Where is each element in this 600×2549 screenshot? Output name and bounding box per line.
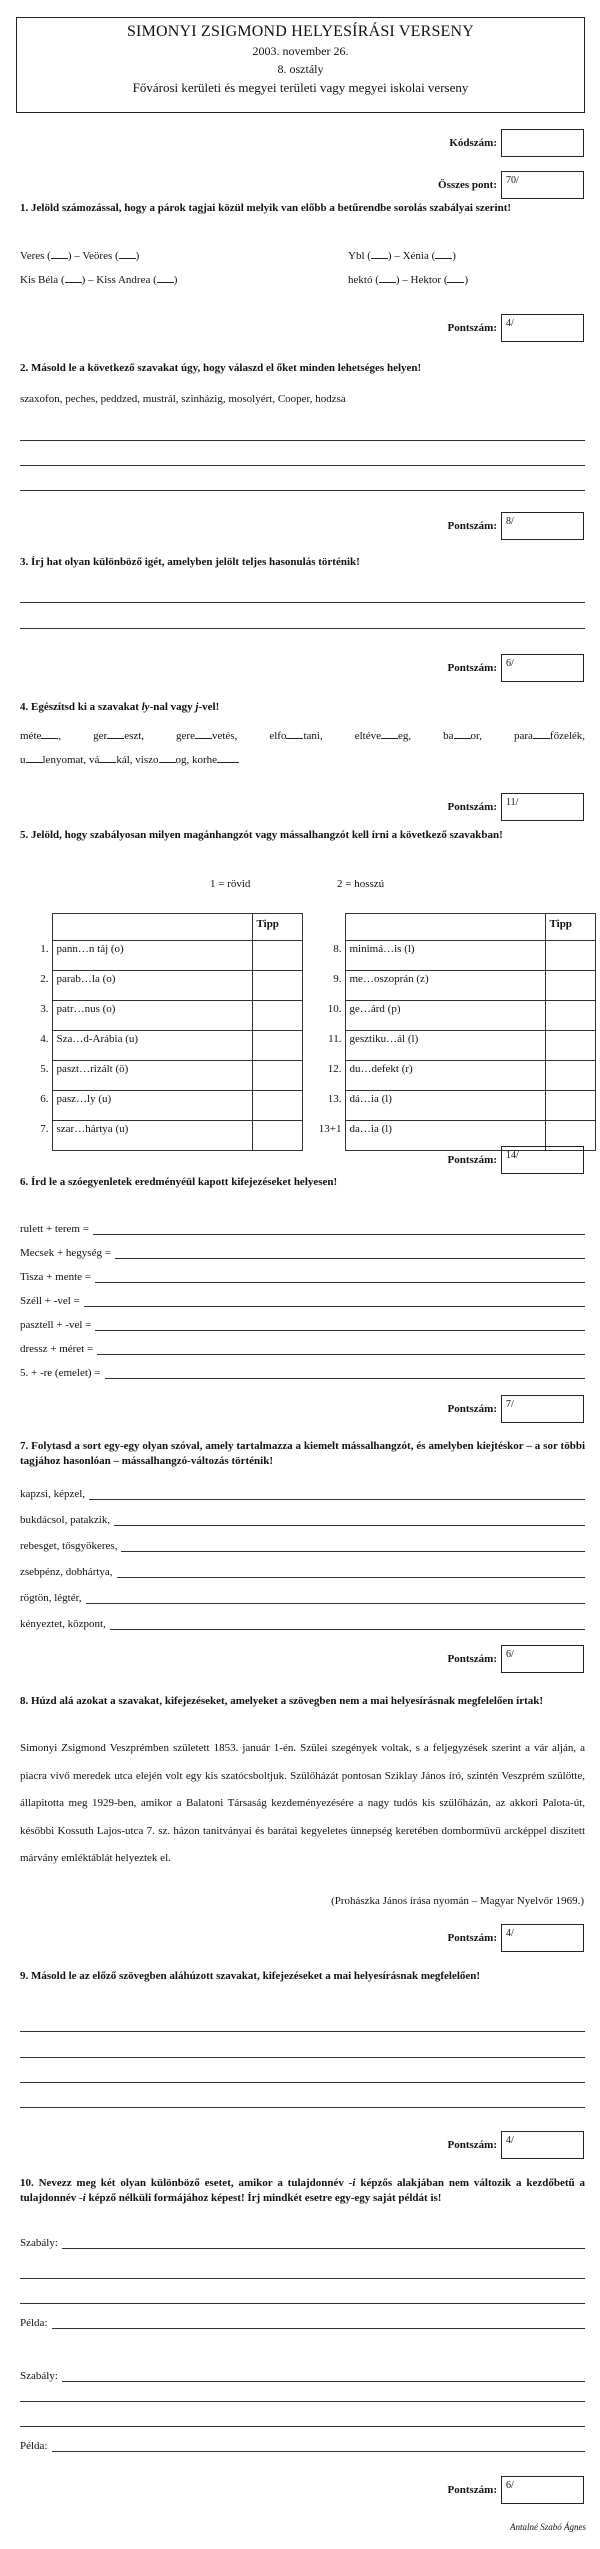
q10-title: [20, 2176, 585, 2206]
answer-blank[interactable]: [159, 753, 176, 763]
q10-score-input[interactable]: 6/: [501, 2476, 584, 2504]
q10-example-row-2: [20, 2440, 585, 2452]
q10-score-row: [448, 2476, 585, 2504]
pair-text: ) – Kiss Andrea (: [81, 274, 157, 286]
answer-line[interactable]: [86, 1594, 585, 1604]
score-label: Pontszám:: [447, 1653, 497, 1665]
score-label: Pontszám:: [447, 801, 497, 813]
contest-title: SIMONYI ZSIGMOND HELYESÍRÁSI VERSENY: [126, 23, 475, 40]
answer-line[interactable]: [84, 1297, 585, 1307]
q8-score-input[interactable]: 4/: [501, 1924, 584, 1952]
q9-score-row: [448, 2131, 585, 2159]
answer-line[interactable]: [62, 2239, 585, 2249]
answer-line[interactable]: [121, 1542, 585, 1552]
tipp-cell[interactable]: [252, 941, 302, 971]
q4-title: [20, 700, 585, 715]
answer-line[interactable]: [105, 1369, 585, 1379]
q8-passage[interactable]: Simonyi Zsigmond Veszprémben született 1853. január 1-én. Szülei szegények voltak, s a feljegyzések szerint a vár alján, a piacra vivő meredek utca elején volt egy kis szatócsboltjuk. Szülőházát pontosan Sziklay János író, szintén Veszprém szülötte, állapitotta meg 1929-ben, amikor a Balatoni Társaság kezdeményezésére a nagy tudós kis szülőházán, az akkori Palota-út, későbbi Kossuth Lajos-utca 7. sz. házon tanitványai és barátai kegyeletes ünnepség keretében dombormüvü arcképpel diszitett márvány emléktáblát helyeztek el.: [20, 1742, 585, 1864]
table-row: 4. Sza…d-Arábia (u): [28, 1031, 302, 1061]
tipp-header: Tipp: [545, 914, 595, 941]
table-row: 7. szar…hártya (u): [28, 1121, 302, 1151]
word-series: rebesget, tősgyökeres,: [20, 1540, 118, 1552]
q1-pair-3: [20, 273, 177, 286]
tipp-header: Tipp: [252, 914, 302, 941]
answer-blank[interactable]: [157, 273, 174, 283]
q4-title-text: 4. Egészítsd ki a szavakat: [20, 701, 142, 713]
q5-legend-short: 1 = rövid: [210, 878, 251, 890]
pair-text: ): [464, 274, 469, 286]
q4-item: ger eszt,: [93, 730, 145, 742]
q7-row: [20, 1566, 585, 1578]
q5-score-input[interactable]: 14/: [501, 1146, 584, 1174]
q7-score-input[interactable]: 6/: [501, 1645, 584, 1673]
author-credit: Antalné Szabó Ágnes: [510, 2522, 586, 2532]
equation-text: pasztell + -vel =: [20, 1319, 92, 1331]
q1-pair-1: [20, 249, 139, 262]
q8-score-row: [448, 1924, 585, 1952]
q7-row: [20, 1592, 585, 1604]
tipp-cell[interactable]: [252, 1001, 302, 1031]
pair-text: ): [452, 250, 456, 262]
q3-answer-line-1[interactable]: [20, 602, 585, 603]
word-series: zsebpénz, dobhártya,: [20, 1566, 113, 1578]
q8-source: (Prohászka János írása nyomán – Magyar Nyelvőr 1969.): [331, 1895, 584, 1907]
answer-blank[interactable]: [217, 753, 239, 763]
pair-text: Veres (: [20, 250, 51, 262]
answer-blank[interactable]: [107, 729, 124, 739]
q10-example-row-1: [20, 2317, 585, 2329]
table-row: 13+1 da…ia (l): [313, 1121, 595, 1151]
example-label: Példa:: [20, 2317, 48, 2329]
total-row: [438, 171, 584, 199]
rule-label: Szabály:: [20, 2370, 58, 2382]
equation-text: rulett + terem =: [20, 1223, 89, 1235]
q5-legend-long: 2 = hosszú: [337, 878, 385, 890]
table-row: 8. minimá…is (l): [313, 941, 595, 971]
score-label: Pontszám:: [447, 2484, 497, 2496]
q4-title-ly: ly: [141, 701, 150, 713]
pair-text: ): [173, 274, 178, 286]
tipp-cell[interactable]: [252, 1061, 302, 1091]
q3-score-row: [448, 654, 585, 682]
answer-line[interactable]: [95, 1321, 585, 1331]
table-row: 1. pann…n táj (o): [28, 941, 302, 971]
q10-title-text: képzős alakjában nem változik a kezdőbetű a tulajdonnév: [20, 2177, 585, 2204]
answer-blank[interactable]: [65, 273, 82, 283]
pair-text: ): [135, 250, 140, 262]
answer-blank[interactable]: [51, 249, 68, 259]
table-row: 5. paszt…rizált (ö): [28, 1061, 302, 1091]
score-label: Pontszám:: [447, 662, 497, 674]
score-label: Pontszám:: [447, 1403, 497, 1415]
q4-item: para főzelék,: [513, 730, 586, 742]
q1-pair-4: [348, 273, 468, 286]
q7-score-row: [448, 1645, 585, 1673]
q3-score-input[interactable]: 6/: [501, 654, 584, 682]
table-row: 6. pasz…ly (u): [28, 1091, 302, 1121]
pair-text: ) – Xénia (: [387, 250, 436, 262]
table-header-row: [28, 914, 302, 941]
score-label: Pontszám:: [447, 1932, 497, 1944]
contest-subtitle: Fővárosi kerületi és megyei területi vagy megyei iskolai verseny: [132, 80, 469, 95]
q2-score-input[interactable]: 8/: [501, 512, 584, 540]
equation-text: dressz + méret =: [20, 1343, 94, 1355]
tipp-cell[interactable]: [545, 1061, 595, 1091]
q1-title: 1. Jelöld számozással, hogy a párok tagjai közül melyik van előbb a betűrendbe sorolás szabályai szerint!: [20, 202, 512, 214]
tipp-cell[interactable]: [545, 971, 595, 1001]
contest-date: 2003. november 26.: [252, 44, 349, 58]
q7-row: [20, 1540, 585, 1552]
q6-equation-row: [20, 1271, 585, 1283]
q4-items-line-2: [20, 753, 239, 766]
word-series: bukdácsol, patakzik,: [20, 1514, 111, 1526]
answer-line[interactable]: [52, 2319, 586, 2329]
table-row: 10. ge…árd (p): [313, 1001, 595, 1031]
tipp-cell[interactable]: [545, 941, 595, 971]
q5-title: 5. Jelöld, hogy szabályosan milyen magánhangzót vagy mássalhangzót kell írni a következő szavakban!: [20, 829, 503, 841]
pair-text: Ybl (: [348, 250, 371, 262]
q10-suffix-i: -i: [348, 2177, 356, 2189]
q9-title: 9. Másold le az előző szövegben aláhúzott szavakat, kifejezéseket a mai helyesírásnak megfelelően!: [20, 1970, 481, 1982]
table-row: 12. du…defekt (r): [313, 1061, 595, 1091]
q10-title-text: 10. Nevezz meg két olyan különböző esetet, amikor a tulajdonnév: [20, 2177, 349, 2189]
equation-text: Mecsek + hegység =: [20, 1247, 111, 1259]
score-label: Pontszám:: [447, 322, 497, 334]
answer-blank[interactable]: [379, 273, 396, 283]
q8-title: 8. Húzd alá azokat a szavakat, kifejezéseket, amelyeket a szövegben nem a mai helyesírásnak megfelelően írtak!: [20, 1695, 544, 1707]
q6-score-row: [448, 1395, 585, 1423]
q10-rule-line-1b[interactable]: [20, 2278, 585, 2279]
pair-text: ) – Hektor (: [395, 274, 448, 286]
tipp-cell[interactable]: [545, 1001, 595, 1031]
answer-line[interactable]: [117, 1568, 585, 1578]
answer-blank[interactable]: [119, 249, 136, 259]
q4-item: korhe: [192, 754, 239, 766]
answer-line[interactable]: [93, 1225, 585, 1235]
code-input[interactable]: [501, 129, 584, 157]
tipp-cell[interactable]: [252, 1031, 302, 1061]
q10-rule-row-2: [20, 2370, 585, 2382]
answer-blank[interactable]: [41, 729, 58, 739]
q10-title-text: képző nélküli formájához képest! Írj mindkét esetre egy-egy saját példát is!: [85, 2192, 442, 2204]
q2-answer-line-1[interactable]: [20, 440, 585, 441]
word-series: kapzsi, képzel,: [20, 1488, 86, 1500]
rule-label: Szabály:: [20, 2237, 58, 2249]
answer-line[interactable]: [115, 1249, 585, 1259]
q4-item: ba or,: [443, 730, 482, 742]
q5-table-right: [313, 913, 596, 1151]
q2-words: szaxofon, peches, peddzed, mustrál, szinházig, mosolyért, Cooper, hodzsa: [20, 393, 346, 405]
q4-item: elfo tani,: [269, 730, 323, 742]
q10-rule-row-1: [20, 2237, 585, 2249]
total-score-input[interactable]: 70/: [501, 171, 584, 199]
answer-blank[interactable]: [533, 729, 550, 739]
q9-score-input[interactable]: 4/: [501, 2131, 584, 2159]
pair-text: hektó (: [348, 274, 379, 286]
q9-answer-line-1[interactable]: [20, 2031, 585, 2032]
answer-line[interactable]: [62, 2372, 585, 2382]
q10-suffix-i: -i: [79, 2192, 86, 2204]
q5-table-left: [28, 913, 303, 1151]
score-label: Pontszám:: [447, 2139, 497, 2151]
q10-rule-line-2c[interactable]: [20, 2426, 585, 2427]
tipp-cell[interactable]: [252, 971, 302, 1001]
q1-score-input[interactable]: 4/: [501, 314, 584, 342]
q4-score-row: [448, 793, 585, 821]
q6-equation-row: [20, 1223, 585, 1235]
q4-score-input[interactable]: 11/: [501, 793, 584, 821]
answer-blank[interactable]: [447, 273, 464, 283]
q10-rule-line-2b[interactable]: [20, 2401, 585, 2402]
answer-line[interactable]: [95, 1273, 585, 1283]
answer-blank[interactable]: [381, 729, 398, 739]
q4-item: vá kál,: [88, 754, 133, 766]
answer-line[interactable]: [89, 1490, 585, 1500]
q10-rule-line-1c[interactable]: [20, 2303, 585, 2304]
q6-equation-row: [20, 1247, 585, 1259]
table-header-row: [313, 914, 595, 941]
q4-item: eltéve eg,: [354, 730, 412, 742]
q4-title-j: j: [195, 701, 199, 713]
equation-text: 5. + -re (emelet) =: [20, 1367, 101, 1379]
q5-score-row: [448, 1146, 585, 1174]
q6-score-input[interactable]: 7/: [501, 1395, 584, 1423]
q6-equation-row: [20, 1295, 585, 1307]
q7-title: 7. Folytasd a sort egy-egy olyan szóval, amely tartalmazza a kiemelt mássalhangzót, és amelyben kiejtéskor – a sor többi tagjához hasonlóan – mássalhangzó-változás történik!: [20, 1440, 585, 1467]
equation-text: Tisza + mente =: [20, 1271, 91, 1283]
q9-answer-line-4[interactable]: [20, 2107, 585, 2108]
q2-score-row: [448, 512, 585, 540]
q2-title: 2. Másold le a következő szavakat úgy, hogy válaszd el őket minden lehetséges helyen!: [20, 362, 422, 374]
answer-blank[interactable]: [286, 729, 303, 739]
q6-equation-row: [20, 1367, 585, 1379]
equation-text: Széll + -vel =: [20, 1295, 80, 1307]
example-label: Példa:: [20, 2440, 48, 2452]
q4-title-text: -nal vagy: [149, 701, 196, 713]
q4-item: gere vetés,: [176, 730, 238, 742]
q4-title-text: -vel!: [198, 701, 220, 713]
q4-items-line-1: [20, 729, 585, 742]
q1-score-row: [448, 314, 585, 342]
code-label: Kódszám:: [449, 137, 497, 149]
tipp-cell[interactable]: [252, 1121, 302, 1151]
q4-item: viszo og,: [135, 754, 190, 766]
tipp-cell[interactable]: [545, 1031, 595, 1061]
answer-blank[interactable]: [371, 249, 388, 259]
answer-line[interactable]: [52, 2442, 586, 2452]
answer-blank[interactable]: [454, 729, 471, 739]
q4-item: méte ,: [20, 730, 62, 742]
score-label: Pontszám:: [447, 520, 497, 532]
q6-equation-row: [20, 1343, 585, 1355]
q6-title: 6. Írd le a szóegyenletek eredményéül kapott kifejezéseket helyesen!: [20, 1176, 338, 1188]
pair-text: ) – Veöres (: [67, 250, 119, 262]
answer-line[interactable]: [114, 1516, 585, 1526]
pair-text: Kis Béla (: [20, 274, 65, 286]
q1-pair-2: [348, 249, 456, 262]
table-row: 9. me…oszoprán (z): [313, 971, 595, 1001]
q7-row: [20, 1618, 585, 1630]
q7-row: [20, 1488, 585, 1500]
answer-line[interactable]: [110, 1620, 585, 1630]
header-box: [16, 17, 585, 113]
word-series: kényeztet, központ,: [20, 1618, 106, 1630]
score-label: Pontszám:: [447, 1154, 497, 1166]
tipp-cell[interactable]: [545, 1091, 595, 1121]
contest-grade: 8. osztály: [277, 62, 324, 76]
table-row: 2. parab…la (o): [28, 971, 302, 1001]
table-row: 3. patr…nus (o): [28, 1001, 302, 1031]
total-label: Összes pont:: [438, 179, 497, 191]
answer-blank[interactable]: [435, 249, 452, 259]
answer-blank[interactable]: [26, 753, 43, 763]
word-series: rögtön, légtér,: [20, 1592, 82, 1604]
q3-answer-line-2[interactable]: [20, 628, 585, 629]
q4-item: u lenyomat,: [20, 754, 87, 766]
tipp-cell[interactable]: [252, 1091, 302, 1121]
answer-blank[interactable]: [195, 729, 212, 739]
answer-line[interactable]: [97, 1345, 585, 1355]
q9-answer-line-2[interactable]: [20, 2057, 585, 2058]
q7-row: [20, 1514, 585, 1526]
q2-answer-line-2[interactable]: [20, 465, 585, 466]
q9-answer-line-3[interactable]: [20, 2082, 585, 2083]
q6-equation-row: [20, 1319, 585, 1331]
q2-answer-line-3[interactable]: [20, 490, 585, 491]
q3-title: 3. Írj hat olyan különböző igét, amelyben jelölt teljes hasonulás történik!: [20, 556, 360, 568]
code-row: [449, 129, 584, 157]
table-row: 11. gesztiku…ál (l): [313, 1031, 595, 1061]
answer-blank[interactable]: [99, 753, 116, 763]
table-row: 13. dá…ia (l): [313, 1091, 595, 1121]
